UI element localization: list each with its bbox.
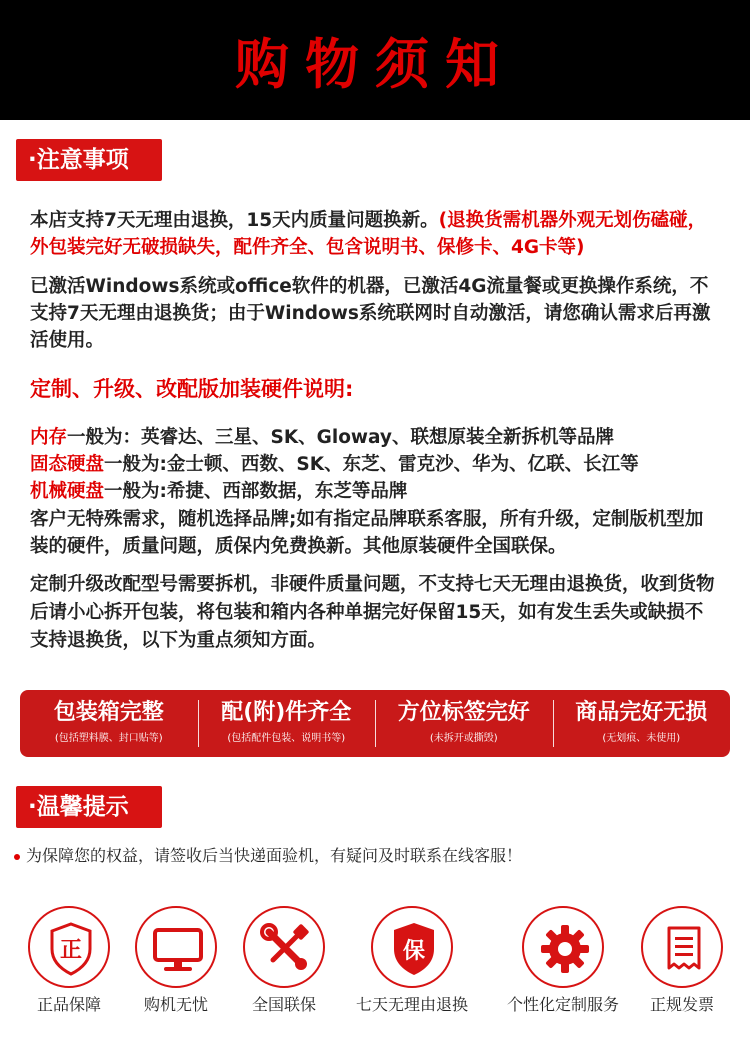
service-label: 正规发票 xyxy=(649,995,714,1014)
condition-subtitle: (包括塑料膜、封口贴等) xyxy=(54,733,163,744)
custom-hardware-heading: 定制、升级、改配版加装硬件说明: xyxy=(30,377,354,401)
notes-paragraph-return-policy xyxy=(30,207,720,261)
monitor-icon xyxy=(135,906,217,988)
gear-icon xyxy=(522,906,604,988)
condition-box-intact xyxy=(20,690,198,757)
notes-paragraph-warranty: 客户无特殊需求，随机选择品牌;如有指定品牌联系客服，所有升级，定制版机型加装的硬件，质量问题，质保内免费换新。其他原装硬件全国联保。 xyxy=(30,509,704,557)
ssd-brands: 一般为:金士顿、西数、SK、东芝、雷克沙、华为、亿联、长江等 xyxy=(104,454,639,475)
return-condition-text: (退换货需机器外观无划伤磕碰，外包装完好无破损缺失，配件齐全、包含说明书、保修卡、4G卡等) xyxy=(30,210,707,258)
condition-subtitle: (包括配件包装、说明书等) xyxy=(227,733,346,744)
inspection-notice-text: 为保障您的权益，请签收后当快递面验机，有疑问及时联系在线客服！ xyxy=(26,846,523,865)
notes-paragraph-activation: 已激活Windows系统或office软件的机器，已激活4G流量餐或更换操作系统，不支持7天无理由退换货；由于Windows系统联网时自动激活，请您确认需求后再激活使用。 xyxy=(30,276,711,351)
tools-icon xyxy=(243,906,325,988)
shield-glyph: 正 xyxy=(59,938,83,963)
condition-title: 配(附)件齐全 xyxy=(221,700,352,725)
condition-product-undamaged xyxy=(553,690,731,757)
section-tag-notes: ·注意事项 xyxy=(16,139,162,181)
condition-title: 方位标签完好 xyxy=(397,700,530,725)
return-policy-text: 本店支持7天无理由退换，15天内质量问题换新。 xyxy=(30,210,439,231)
shield-bao-icon xyxy=(371,906,453,988)
memory-brands-line xyxy=(30,425,720,451)
service-label: 全国联保 xyxy=(251,995,316,1014)
ssd-brands-line xyxy=(30,452,720,478)
condition-subtitle: (无划痕、未使用) xyxy=(602,733,681,744)
service-label: 七天无理由退换 xyxy=(355,995,468,1014)
memory-brands: 一般为：英睿达、三星、SK、Gloway、联想原装全新拆机等品牌 xyxy=(67,427,614,448)
inspection-notice xyxy=(14,844,522,868)
shield-glyph: 保 xyxy=(402,939,426,964)
service-label: 购机无忧 xyxy=(143,995,208,1014)
hdd-brands-line xyxy=(30,479,720,505)
memory-label: 内存 xyxy=(30,427,68,448)
page-title: 购物须知 xyxy=(235,33,515,96)
invoice-icon xyxy=(641,906,723,988)
hdd-label: 机械硬盘 xyxy=(30,481,105,502)
notes-paragraph-unpacking: 定制升级改配型号需要拆机，非硬件质量问题，不支持七天无理由退换货，收到货物后请小心拆开包装，将包装和箱内各种单据完好保留15天，如有发生丢失或缺损不支持退换货，以下为重点须知方面。 xyxy=(30,574,715,651)
section-tag-tips: ·温馨提示 xyxy=(16,786,162,828)
condition-title: 商品完好无损 xyxy=(575,700,708,725)
shield-zheng-icon xyxy=(28,906,110,988)
condition-labels-intact xyxy=(375,690,553,757)
ssd-label: 固态硬盘 xyxy=(30,454,105,475)
condition-title: 包装箱完整 xyxy=(53,700,164,725)
condition-accessories-complete xyxy=(198,690,376,757)
hdd-brands: 一般为:希捷、西部数据，东芝等品牌 xyxy=(104,481,408,502)
service-label: 个性化定制服务 xyxy=(506,995,619,1014)
condition-subtitle: (未拆开或撕毁) xyxy=(429,733,498,744)
return-conditions-bar xyxy=(20,690,730,757)
service-label: 正品保障 xyxy=(36,995,101,1014)
page-header xyxy=(0,0,750,120)
bullet-dot-icon xyxy=(14,854,20,860)
